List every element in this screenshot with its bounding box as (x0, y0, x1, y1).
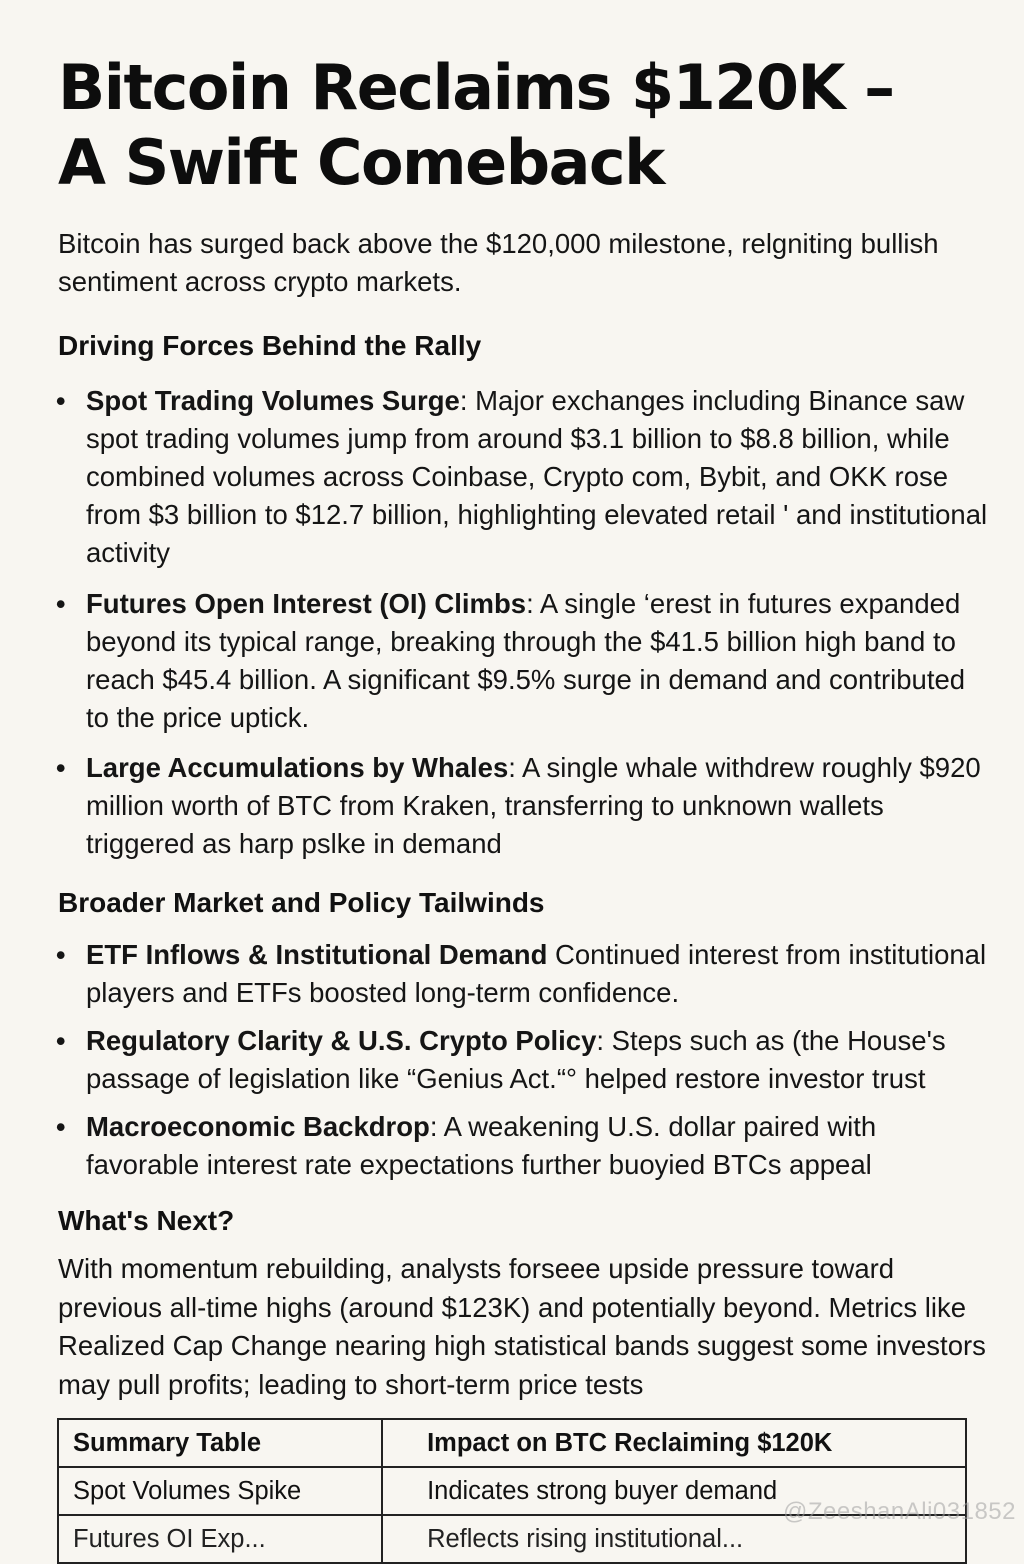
section-heading-driving-forces: Driving Forces Behind the Rally (58, 330, 482, 361)
table-cell: Indicates strong buyer demand (382, 1467, 966, 1515)
bullet-etf-inflows (56, 936, 991, 1012)
table-cell: Spot Volumes Spike (58, 1467, 382, 1515)
bullet-title: Large Accumulations by Whales (86, 752, 509, 783)
bullet-text: A single whale withdrew roughly $920 million worth of BTC from Kraken, transferring to unknown wallets triggered as harp pslke in demand (86, 752, 981, 859)
bullet-regulatory: • Regulatory Clarity & U.S. Crypto Policy: Steps such as (the House's passage of legislation like “Genius Act.“° helped restore investor trust (86, 1022, 991, 1098)
intro-paragraph: Bitcoin has surged back above the $120,000 milestone, relgniting bullish sentiment across crypto markets. (58, 228, 939, 297)
bullet-text: Steps such as (the House's passage of legislation like “Genius Act.“° helped restore investor trust (86, 1025, 946, 1094)
section-heading-whats-next: What's Next? (58, 1205, 235, 1236)
bullet-whales: • Large Accumulations by Whales: A single whale withdrew roughly $920 million worth of BTC from Kraken, transferring to unknown wallets triggered as harp pslke in demand (86, 749, 991, 863)
bullet-text: Major exchanges including Binance saw spot trading volumes jump from around $3.1 billion to $8.8 billion, while combined volumes across Coinbase, Crypto com, Bybit, and OKK rose from $3 billion to $12.7 billion, highlighting elevated retail ' and institutional activity (86, 385, 988, 568)
bullet-text: Continued interest from institutional players and ETFs boosted long-term confidence. (86, 939, 987, 1008)
bullet-title: Regulatory Clarity & U.S. Crypto Policy (86, 1025, 597, 1056)
bullet-title: Macroeconomic Backdrop (86, 1111, 430, 1142)
bullet-marker: • (56, 589, 66, 619)
bullet-text: A weakening U.S. dollar paired with favorable interest rate expectations further buoyied BTCs appeal (86, 1111, 877, 1180)
table-header-cell: Summary Table (58, 1419, 382, 1467)
bullet-title: Spot Trading Volumes Surge (86, 385, 460, 416)
table-header-cell: Impact on BTC Reclaiming $120K (382, 1419, 966, 1467)
bullet-marker: • (56, 940, 66, 970)
bullet-text: A single ‘erest in futures expanded beyond its typical range, breaking through the $41.5 billion high band to reach $45.4 billion. A significant $9.5% surge in demand and contributed to the price uptick. (86, 588, 966, 733)
bullet-marker: • (56, 1026, 66, 1056)
bullet-marker: • (56, 1112, 66, 1142)
headline (58, 50, 998, 200)
bullet-title: Futures Open Interest (OI) Climbs (86, 588, 527, 619)
watermark: @ZeeshanAli031852 (782, 1498, 1016, 1525)
headline-line-2: A Swift Comeback (58, 126, 664, 199)
section-heading-tailwinds: Broader Market and Policy Tailwinds (58, 887, 545, 918)
summary-table (57, 1418, 967, 1564)
bullet-macro: • Macroeconomic Backdrop: A weakening U.S. dollar paired with favorable interest rate expectations further buoyied BTCs appeal (86, 1108, 991, 1184)
bullet-spot-trading: • Spot Trading Volumes Surge: Major exchanges including Binance saw spot trading volumes jump from around $3.1 billion to $8.8 billion, while combined volumes across Coinbase, Crypto com, Bybit, and OKK rose from $3 billion to $12.7 billion, highlighting elevated retail ' and institutional activity (86, 382, 991, 572)
table-cell: Futures OI Exp... (58, 1515, 382, 1563)
bullet-futures-oi: • Futures Open Interest (OI) Climbs: A single ‘erest in futures expanded beyond its typical range, breaking through the $41.5 billion high band to reach $45.4 billion. A significant $9.5% surge in demand and contributed to the price uptick. (86, 585, 991, 737)
headline-line-1: Bitcoin Reclaims $120K – (58, 51, 894, 124)
whats-next-paragraph: With momentum rebuilding, analysts forseee upside pressure toward previous all-time highs (around $123K) and potentially beyond. Metrics like Realized Cap Change nearing high statistical bands suggest some investors may pull profits; leading to short-term price tests (58, 1253, 986, 1400)
bullet-title: ETF Inflows & Institutional Demand (86, 939, 548, 970)
table-header-row (58, 1419, 966, 1467)
bullet-marker: • (56, 753, 66, 783)
bullet-marker: • (56, 386, 66, 416)
table-cell: Reflects rising institutional... (382, 1515, 966, 1563)
